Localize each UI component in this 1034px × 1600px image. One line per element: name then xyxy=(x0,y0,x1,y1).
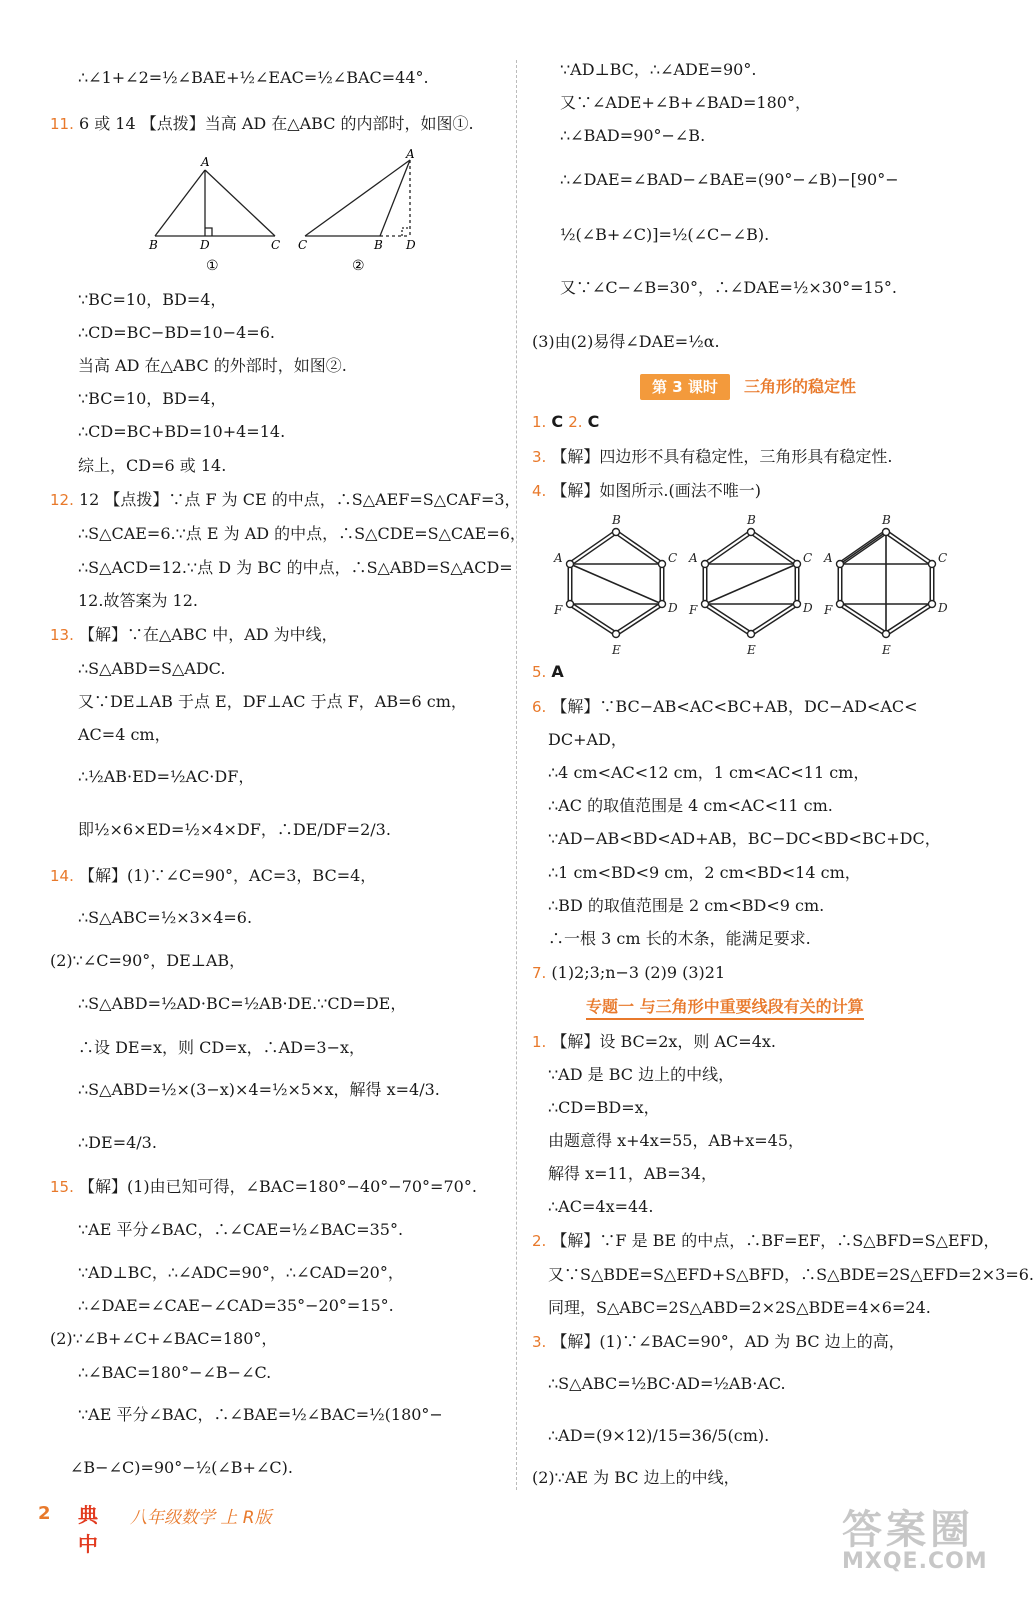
text-line xyxy=(548,1374,786,1394)
hexagon-figures xyxy=(554,513,948,657)
hinge-joint xyxy=(883,529,890,536)
line-text: 即½×6×ED=½×4×DF，∴DE/DF=2/3. xyxy=(78,820,391,839)
text-line xyxy=(78,1133,157,1153)
text-line xyxy=(548,1164,717,1184)
line-text: ∴S△ABD=S△ADC. xyxy=(78,659,226,678)
question-number: 15. xyxy=(50,1178,74,1196)
column-divider xyxy=(516,60,517,1490)
line-text: 【解】如图所示.(画法不唯一) xyxy=(551,481,761,500)
line-text: ∴CD=BC−BD=10−4=6. xyxy=(78,323,275,342)
line-text: (2)∵∠C=90°，DE⊥AB， xyxy=(50,951,246,970)
line-text: 【解】∵在△ABC 中，AD 为中线， xyxy=(78,625,338,644)
hexagon-vertex-label: F xyxy=(824,603,833,617)
text-line xyxy=(532,481,761,501)
line-text: ∠B−∠C)=90°−½(∠B+∠C). xyxy=(70,1458,293,1477)
hinge-joint xyxy=(837,561,844,568)
line-text: ∴DE=4/3. xyxy=(78,1133,157,1152)
hinge-joint xyxy=(794,561,801,568)
line-text: 当高 AD 在△ABC 的外部时，如图②. xyxy=(78,356,347,375)
text-line xyxy=(532,1468,740,1488)
hinge-joint xyxy=(837,601,844,608)
line-text: 又∵∠ADE+∠B+∠BAD=180°， xyxy=(560,93,811,112)
text-line xyxy=(532,412,599,432)
book-title: 八年级数学 上 R版 xyxy=(130,1508,272,1528)
text-line xyxy=(560,278,897,298)
text-line xyxy=(78,692,467,712)
line-text: (3)由(2)易得∠DAE=½α. xyxy=(532,332,720,351)
line-text: 【解】(1)由已知可得，∠BAC=180°−40°−70°=70°. xyxy=(78,1177,477,1196)
text-line xyxy=(532,1332,905,1352)
text-line xyxy=(50,866,376,886)
line-text: ∴CD=BC+BD=10+4=14. xyxy=(78,422,286,441)
text-line xyxy=(78,591,198,611)
hexagon-vertex-label: A xyxy=(824,551,833,565)
question-number: 13. xyxy=(50,626,74,644)
label-1-C: C xyxy=(271,238,281,252)
question-number: 12. xyxy=(50,491,74,509)
text-line xyxy=(50,1177,477,1197)
triangle-figure-1 xyxy=(155,170,275,236)
triangle-figure-2 xyxy=(305,160,410,236)
text-line xyxy=(78,558,513,578)
label-1-B: B xyxy=(149,238,158,252)
text-line xyxy=(548,863,861,883)
line-text: (2)∵AE 为 BC 边上的中线， xyxy=(532,1468,740,1487)
brace-line xyxy=(705,564,797,604)
line-text: 【解】四边形不具有稳定性，三角形具有稳定性. xyxy=(551,447,893,466)
line-text: ∴∠DAE=∠BAD−∠BAE=(90°−∠B)−[90°− xyxy=(560,170,899,189)
hexagon-vertex-label: B xyxy=(882,513,891,527)
text-line xyxy=(548,730,627,750)
text-line xyxy=(50,490,521,510)
label-1-A: A xyxy=(201,155,210,169)
hexagon-vertex-label: A xyxy=(689,551,698,565)
text-line xyxy=(78,908,252,928)
line-text: 【解】(1)∵∠C=90°，AC=3，BC=4， xyxy=(78,866,377,885)
label-2-D: D xyxy=(406,238,416,252)
text-line xyxy=(548,1131,804,1151)
hexagon-vertex-label: E xyxy=(747,643,756,657)
label-2-A: A xyxy=(406,147,415,161)
text-line xyxy=(560,170,899,190)
question-number: 2. xyxy=(532,1232,547,1250)
question-number: 6. xyxy=(532,698,547,716)
text-line xyxy=(78,820,391,840)
text-line xyxy=(78,68,429,88)
lesson-badge: 第 3 课时 xyxy=(640,374,730,400)
text-line xyxy=(548,829,941,849)
hexagon-frame xyxy=(570,532,662,634)
line-text: 又∵DE⊥AB 于点 E，DF⊥AC 于点 F，AB=6 cm， xyxy=(78,692,467,711)
line-text: ∴S△ACD=12.∵点 D 为 BC 的中点，∴S△ABD=S△ACD= xyxy=(78,558,513,577)
hinge-joint xyxy=(613,631,620,638)
text-line xyxy=(78,290,226,310)
caption-2: ② xyxy=(352,258,365,274)
line-text: ∴S△ABD=½×(3−x)×4=½×5×x，解得 x=4/3. xyxy=(78,1080,440,1099)
text-line xyxy=(560,225,769,245)
brace-line xyxy=(840,532,886,564)
hexagon-vertex-label: F xyxy=(554,603,563,617)
text-line xyxy=(560,93,811,113)
question-number: 7. xyxy=(532,964,547,982)
text-line xyxy=(78,994,406,1014)
text-line xyxy=(78,323,275,343)
hinge-joint xyxy=(567,561,574,568)
hinge-joint xyxy=(659,601,666,608)
line-text: 又∵S△BDE=S△EFD+S△BFD，∴S△BDE=2S△EFD=2×3=6. xyxy=(548,1265,1034,1284)
hexagon-vertex-label: B xyxy=(747,513,756,527)
line-text: ∴S△CAE=6.∵点 E 为 AD 的中点，∴S△CDE=S△CAE=6， xyxy=(78,524,526,543)
text-line xyxy=(78,1038,365,1058)
text-line xyxy=(532,332,720,352)
line-text: ∴AD=(9×12)/15=36/5(cm). xyxy=(548,1426,770,1445)
line-text: ∴AC 的取值范围是 4 cm<AC<11 cm. xyxy=(548,796,833,815)
hinge-joint xyxy=(748,529,755,536)
label-2-C: C xyxy=(298,238,308,252)
hinge-joint xyxy=(748,631,755,638)
text-line xyxy=(548,929,811,949)
question-number: 5. xyxy=(532,663,547,681)
hexagon-vertex-label: C xyxy=(668,551,678,565)
hinge-joint xyxy=(929,561,936,568)
text-line xyxy=(532,1231,1000,1251)
text-line xyxy=(548,1098,660,1118)
page-number: 2 xyxy=(38,1503,51,1524)
hexagon-figure xyxy=(823,513,948,657)
hexagon-frame xyxy=(705,532,797,634)
line-text: ½(∠B+∠C)]=½(∠C−∠B). xyxy=(560,225,770,244)
line-text: 12 【点拨】∵点 F 为 CE 的中点，∴S△AEF=S△CAF=3， xyxy=(78,490,521,509)
line-text: ∴∠BAD=90°−∠B. xyxy=(560,126,706,145)
line-text: ∵AD⊥BC，∴∠ADE=90°. xyxy=(560,60,757,79)
line-text: ∴∠1+∠2=½∠BAE+½∠EAC=½∠BAC=44°. xyxy=(78,68,429,87)
question-number: 11. xyxy=(50,115,74,133)
hinge-joint xyxy=(883,631,890,638)
text-line xyxy=(78,524,526,544)
line-text: ∵AE 平分∠BAC，∴∠CAE=½∠BAC=35°. xyxy=(78,1220,404,1239)
text-line xyxy=(548,1265,1034,1285)
hexagon-vertex-label: F xyxy=(689,603,698,617)
line-text: ∴一根 3 cm 长的木条，能满足要求. xyxy=(548,929,811,948)
lesson-title: 三角形的稳定性 xyxy=(744,377,857,396)
line-text: ∴∠BAC=180°−∠B−∠C. xyxy=(78,1363,272,1382)
line-text: ∴4 cm<AC<12 cm，1 cm<AC<11 cm， xyxy=(548,763,870,782)
line-text: ∵AD⊥BC，∴∠ADC=90°，∴∠CAD=20°， xyxy=(78,1263,404,1282)
text-line xyxy=(78,1296,394,1316)
text-line xyxy=(548,796,833,816)
line-text: (2)∵∠B+∠C+∠BAC=180°， xyxy=(50,1329,278,1348)
line-text: ∴AC=4x=44. xyxy=(548,1197,654,1216)
hexagon-frame xyxy=(705,532,797,634)
question-number: 14. xyxy=(50,867,74,885)
label-1-D: D xyxy=(200,238,210,252)
line-text: ∵AE 平分∠BAC，∴∠BAE=½∠BAC=½(180°− xyxy=(78,1405,443,1424)
caption-1: ① xyxy=(206,258,219,274)
text-line xyxy=(78,1405,443,1425)
line-text: ∵AD 是 BC 边上的中线， xyxy=(548,1065,735,1084)
text-line xyxy=(78,1080,440,1100)
hexagon-vertex-label: E xyxy=(882,643,891,657)
watermark-line2: MXQE.COM xyxy=(842,1549,988,1574)
text-line xyxy=(70,1458,293,1478)
hexagon-figure xyxy=(553,513,678,657)
line-text: DC+AD， xyxy=(548,730,627,749)
hinge-joint xyxy=(702,601,709,608)
triangle-figures xyxy=(140,146,430,276)
line-text: AC=4 cm， xyxy=(78,725,171,744)
text-line xyxy=(548,1065,734,1085)
hexagon-vertex-label: A xyxy=(554,551,563,565)
hexagon-figure xyxy=(688,513,813,657)
line-text: 由题意得 x+4x=55，AB+x=45， xyxy=(548,1131,804,1150)
line-text: 【解】设 BC=2x，则 AC=4x. xyxy=(551,1032,776,1051)
line-text: 【解】∵F 是 BE 的中点，∴BF=EF，∴S△BFD=S△EFD， xyxy=(551,1231,1000,1250)
text-line xyxy=(560,126,705,146)
question-number: 2. xyxy=(568,413,583,431)
text-line xyxy=(78,725,171,745)
hexagon-vertex-label: D xyxy=(803,601,813,615)
line-text: ∵AD−AB<BD<AD+AB，BC−DC<BD<BC+DC， xyxy=(548,829,941,848)
line-text: 6 或 14 【点拨】当高 AD 在△ABC 的内部时，如图①. xyxy=(78,114,474,133)
label-2-B: B xyxy=(374,238,383,252)
topic-heading: 专题一 与三角形中重要线段有关的计算 xyxy=(586,996,864,1020)
text-line xyxy=(532,963,725,983)
line-text: ∴∠DAE=∠CAE−∠CAD=35°−20°=15°. xyxy=(78,1296,394,1315)
text-line xyxy=(78,1263,404,1283)
text-line xyxy=(548,1298,931,1318)
brand-logo: 典中 xyxy=(78,1503,98,1556)
hinge-joint xyxy=(659,561,666,568)
line-text: 同理，S△ABC=2S△ABD=2×2S△BDE=4×6=24. xyxy=(548,1298,931,1317)
text-line xyxy=(532,662,564,682)
hinge-joint xyxy=(613,529,620,536)
hinge-joint xyxy=(702,561,709,568)
text-line xyxy=(78,767,254,787)
line-text: ∵BC=10，BD=4， xyxy=(78,290,227,309)
line-text: ∴CD=BD=x， xyxy=(548,1098,660,1117)
line-text: 12.故答案为 12. xyxy=(78,591,198,610)
text-line xyxy=(78,456,226,476)
line-text: ∴½AB·ED=½AC·DF， xyxy=(78,767,255,786)
text-line xyxy=(78,1220,403,1240)
text-line xyxy=(532,447,893,467)
line-text: 【解】∵BC−AB<AC<BC+AB，DC−AD<AC< xyxy=(551,697,918,716)
hexagon-vertex-label: C xyxy=(803,551,813,565)
line-text: (1)2;3;n−3 (2)9 (3)21 xyxy=(551,963,726,982)
line-text: ∴S△ABC=½×3×4=6. xyxy=(78,908,253,927)
hexagon-vertex-label: E xyxy=(612,643,621,657)
answer-letter: C xyxy=(551,412,564,431)
text-line xyxy=(78,422,285,442)
text-line xyxy=(78,389,226,409)
line-text: 解得 x=11，AB=34， xyxy=(548,1164,717,1183)
line-text: ∴S△ABC=½BC·AD=½AB·AC. xyxy=(548,1374,786,1393)
text-line xyxy=(78,356,347,376)
line-text: ∵BC=10，BD=4， xyxy=(78,389,227,408)
watermark xyxy=(842,1498,988,1574)
question-number: 1. xyxy=(532,413,547,431)
hinge-joint xyxy=(567,601,574,608)
question-number: 3. xyxy=(532,1333,547,1351)
hexagon-vertex-label: D xyxy=(668,601,678,615)
line-text: ∴设 DE=x，则 CD=x，∴AD=3−x， xyxy=(78,1038,366,1057)
line-text: ∴S△ABD=½AD·BC=½AB·DE.∵CD=DE， xyxy=(78,994,407,1013)
text-line xyxy=(50,1329,277,1349)
text-line xyxy=(532,1032,776,1052)
text-line xyxy=(50,114,474,134)
watermark-line1: 答案圈 xyxy=(842,1507,974,1553)
text-line xyxy=(548,1426,769,1446)
text-line xyxy=(548,896,824,916)
text-line xyxy=(50,951,245,971)
text-line xyxy=(548,1197,653,1217)
line-text: 【解】(1)∵∠BAC=90°，AD 为 BC 边上的高， xyxy=(551,1332,905,1351)
hexagon-frame xyxy=(570,532,662,634)
answer-letter: A xyxy=(551,662,564,681)
line-text: ∴1 cm<BD<9 cm，2 cm<BD<14 cm， xyxy=(548,863,861,882)
question-number: 3. xyxy=(532,448,547,466)
question-number: 4. xyxy=(532,482,547,500)
question-number: 1. xyxy=(532,1033,547,1051)
text-line xyxy=(532,697,918,717)
line-text: 又∵∠C−∠B=30°，∴∠DAE=½×30°=15°. xyxy=(560,278,897,297)
line-text: 综上，CD=6 或 14. xyxy=(78,456,227,475)
text-line xyxy=(560,60,756,80)
brace-line xyxy=(570,564,662,604)
hinge-joint xyxy=(794,601,801,608)
hinge-joint xyxy=(929,601,936,608)
answer-letter: C xyxy=(587,412,600,431)
hexagon-vertex-label: C xyxy=(938,551,948,565)
text-line xyxy=(50,625,338,645)
text-line xyxy=(548,763,869,783)
text-line xyxy=(78,1363,271,1383)
text-line xyxy=(78,659,225,679)
hexagon-vertex-label: B xyxy=(612,513,621,527)
hexagon-vertex-label: D xyxy=(938,601,948,615)
line-text: ∴BD 的取值范围是 2 cm<BD<9 cm. xyxy=(548,896,825,915)
